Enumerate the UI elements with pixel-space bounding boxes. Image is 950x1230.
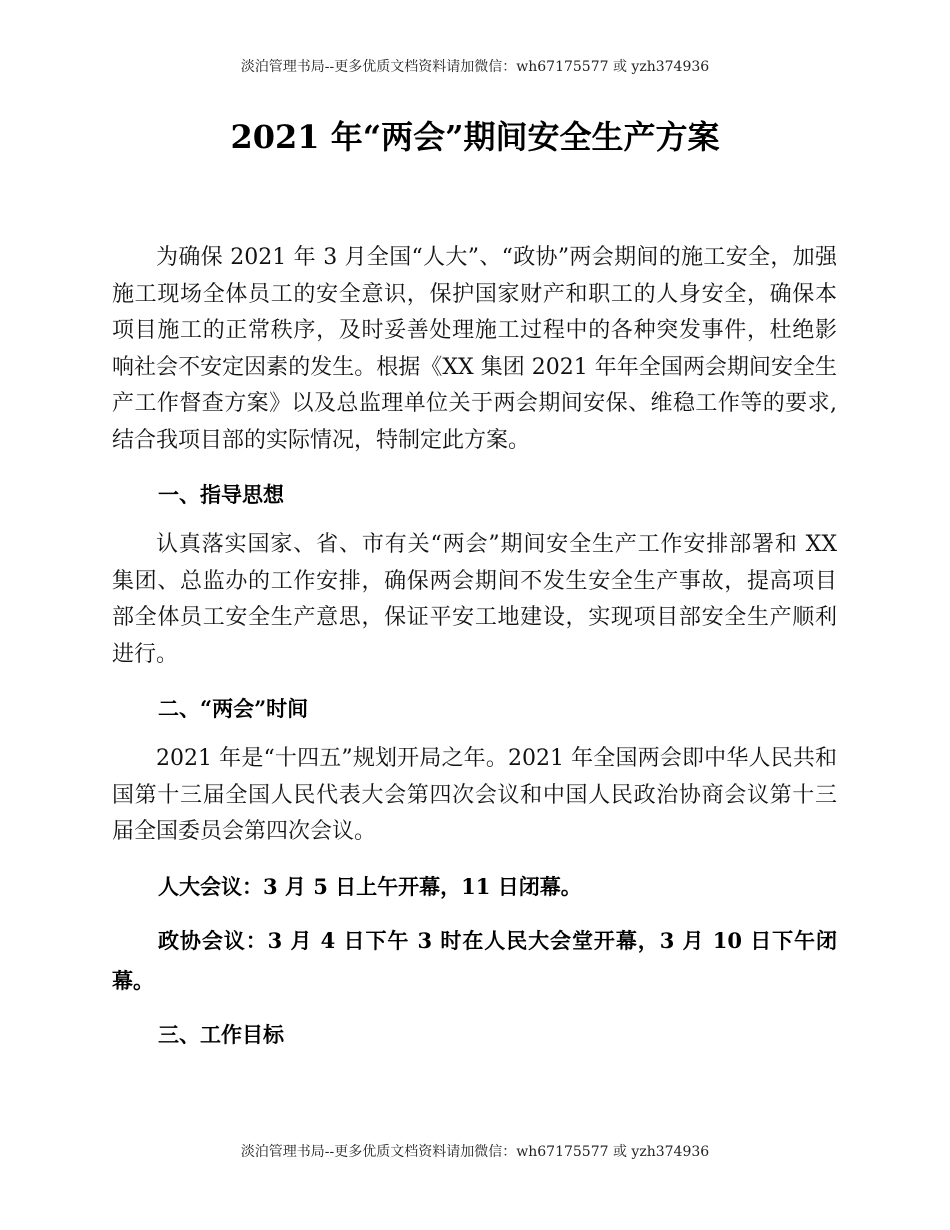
npc-meeting-schedule: 人大会议：3 月 5 日上午开幕，11 日闭幕。 — [158, 873, 582, 899]
section-heading-meeting-time: 二、“两会”时间 — [158, 696, 309, 721]
footer-watermark-note: 淡泊管理书局--更多优质文档资料请加微信：wh67175577 或 yzh374936 — [240, 1144, 710, 1160]
meeting-time-paragraph: 2021 年是“十四五”规划开局之年。2021 年全国两会即中华人民共和国第十三届全国人民代表大会第四次会议和中国人民政治协商会议第十三届全国委员会第四次会议。 — [112, 746, 837, 844]
intro-paragraph: 为确保 2021 年 3 月全国“人大”、“政协”两会期间的施工安全，加强施工现场全体员工的安全意识，保护国家财产和职工的人身安全，确保本项目施工的正常秩序，及时妥善处理施工过程中的各种突发事件，杜绝影响社会不安定因素的发生。根据《XX 集团 2021 年年全国两会期间安全生产工作督查方案》以及总监理单位关于两会期间安保、维稳工作等的要求,结合我项目部的实际情况，特制定此方案。 — [112, 245, 837, 453]
document-title: 2021 年“两会”期间安全生产方案 — [230, 118, 720, 156]
section-heading-guiding-ideology: 一、指导思想 — [158, 482, 284, 507]
header-watermark-note: 淡泊管理书局--更多优质文档资料请加微信：wh67175577 或 yzh374936 — [240, 59, 710, 75]
section-heading-work-goals: 三、工作目标 — [158, 1021, 284, 1047]
cppcc-meeting-schedule: 政协会议：3 月 4 日下午 3 时在人民大会堂开幕，3 月 10 日下午闭幕。 — [112, 927, 837, 993]
document-body — [112, 240, 837, 1053]
guiding-ideology-paragraph: 认真落实国家、省、市有关“两会”期间安全生产工作安排部署和 XX 集团、总监办的工作安排，确保两会期间不发生安全生产事故，提高项目部全体员工安全生产意思，保证平安工地建设，实现项目部安全生产顺利进行。 — [112, 532, 837, 667]
